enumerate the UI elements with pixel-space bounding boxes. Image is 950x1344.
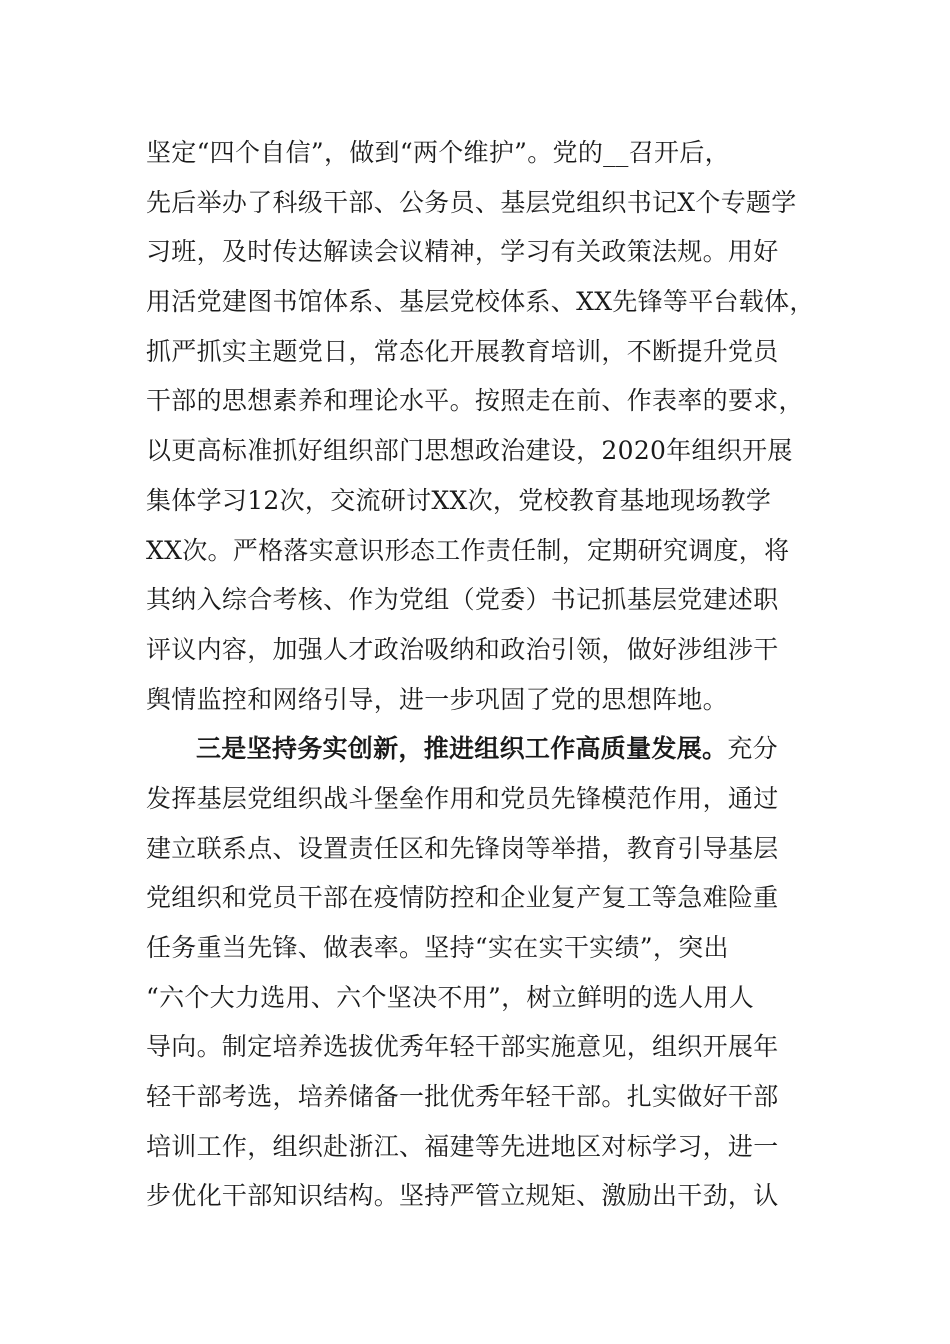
- document-body: [146, 128, 816, 1221]
- paragraph-lead-text: 充分: [727, 734, 778, 764]
- text-line: 建立联系点、设置责任区和先锋岗等举措，教育引导基层: [146, 833, 779, 863]
- text-line: 其纳入综合考核、作为党组（党委）书记抓基层党建述职: [146, 585, 779, 615]
- text-line: 培训工作，组织赴浙江、福建等先进地区对标学习，进一: [146, 1131, 779, 1161]
- text-line: 导向。制定培养选拔优秀年轻干部实施意见，组织开展年: [146, 1032, 779, 1062]
- text-line: 干部的思想素养和理论水平。按照走在前、作表率的要求，: [146, 386, 804, 416]
- text-line: “六个大力选用、六个坚决不用”，树立鲜明的选人用人: [146, 982, 755, 1012]
- text-line: 党组织和党员干部在疫情防控和企业复产复工等急难险重: [146, 883, 779, 913]
- text-line: 坚定“四个自信”，做到“两个维护”。党的__召开后，: [146, 138, 730, 167]
- text-line: 舆情监控和网络引导，进一步巩固了党的思想阵地。: [146, 684, 728, 714]
- text-line: 抓严抓实主题党日，常态化开展教育培训，不断提升党员: [146, 336, 779, 366]
- paragraph-heading: 三是坚持务实创新，推进组织工作高质量发展。: [196, 734, 728, 764]
- text-line: 轻干部考选，培养储备一批优秀年轻干部。扎实做好干部: [146, 1082, 779, 1112]
- text-line: 任务重当先锋、做表率。坚持“实在实干实绩”，突出: [146, 933, 729, 962]
- paragraph-first-line: [146, 724, 816, 774]
- text-line: 习班，及时传达解读会议精神，学习有关政策法规。用好: [146, 237, 779, 267]
- text-line: 以更高标准抓好组织部门思想政治建设，2020年组织开展: [146, 436, 793, 466]
- text-line: 用活党建图书馆体系、基层党校体系、XX先锋等平台载体，: [146, 287, 815, 317]
- text-line: 步优化干部知识结构。坚持严管立规矩、激励出干劲，认: [146, 1181, 779, 1211]
- text-line: 发挥基层党组织战斗堡垒作用和党员先锋模范作用，通过: [146, 783, 779, 813]
- text-line: 集体学习12次，交流研讨XX次，党校教育基地现场教学: [146, 485, 772, 515]
- text-line: 评议内容，加强人才政治吸纳和政治引领，做好涉组涉干: [146, 634, 779, 664]
- text-line: XX次。严格落实意识形态工作责任制，定期研究调度，将: [146, 535, 790, 565]
- text-line: 先后举办了科级干部、公务员、基层党组织书记X个专题学: [146, 187, 797, 217]
